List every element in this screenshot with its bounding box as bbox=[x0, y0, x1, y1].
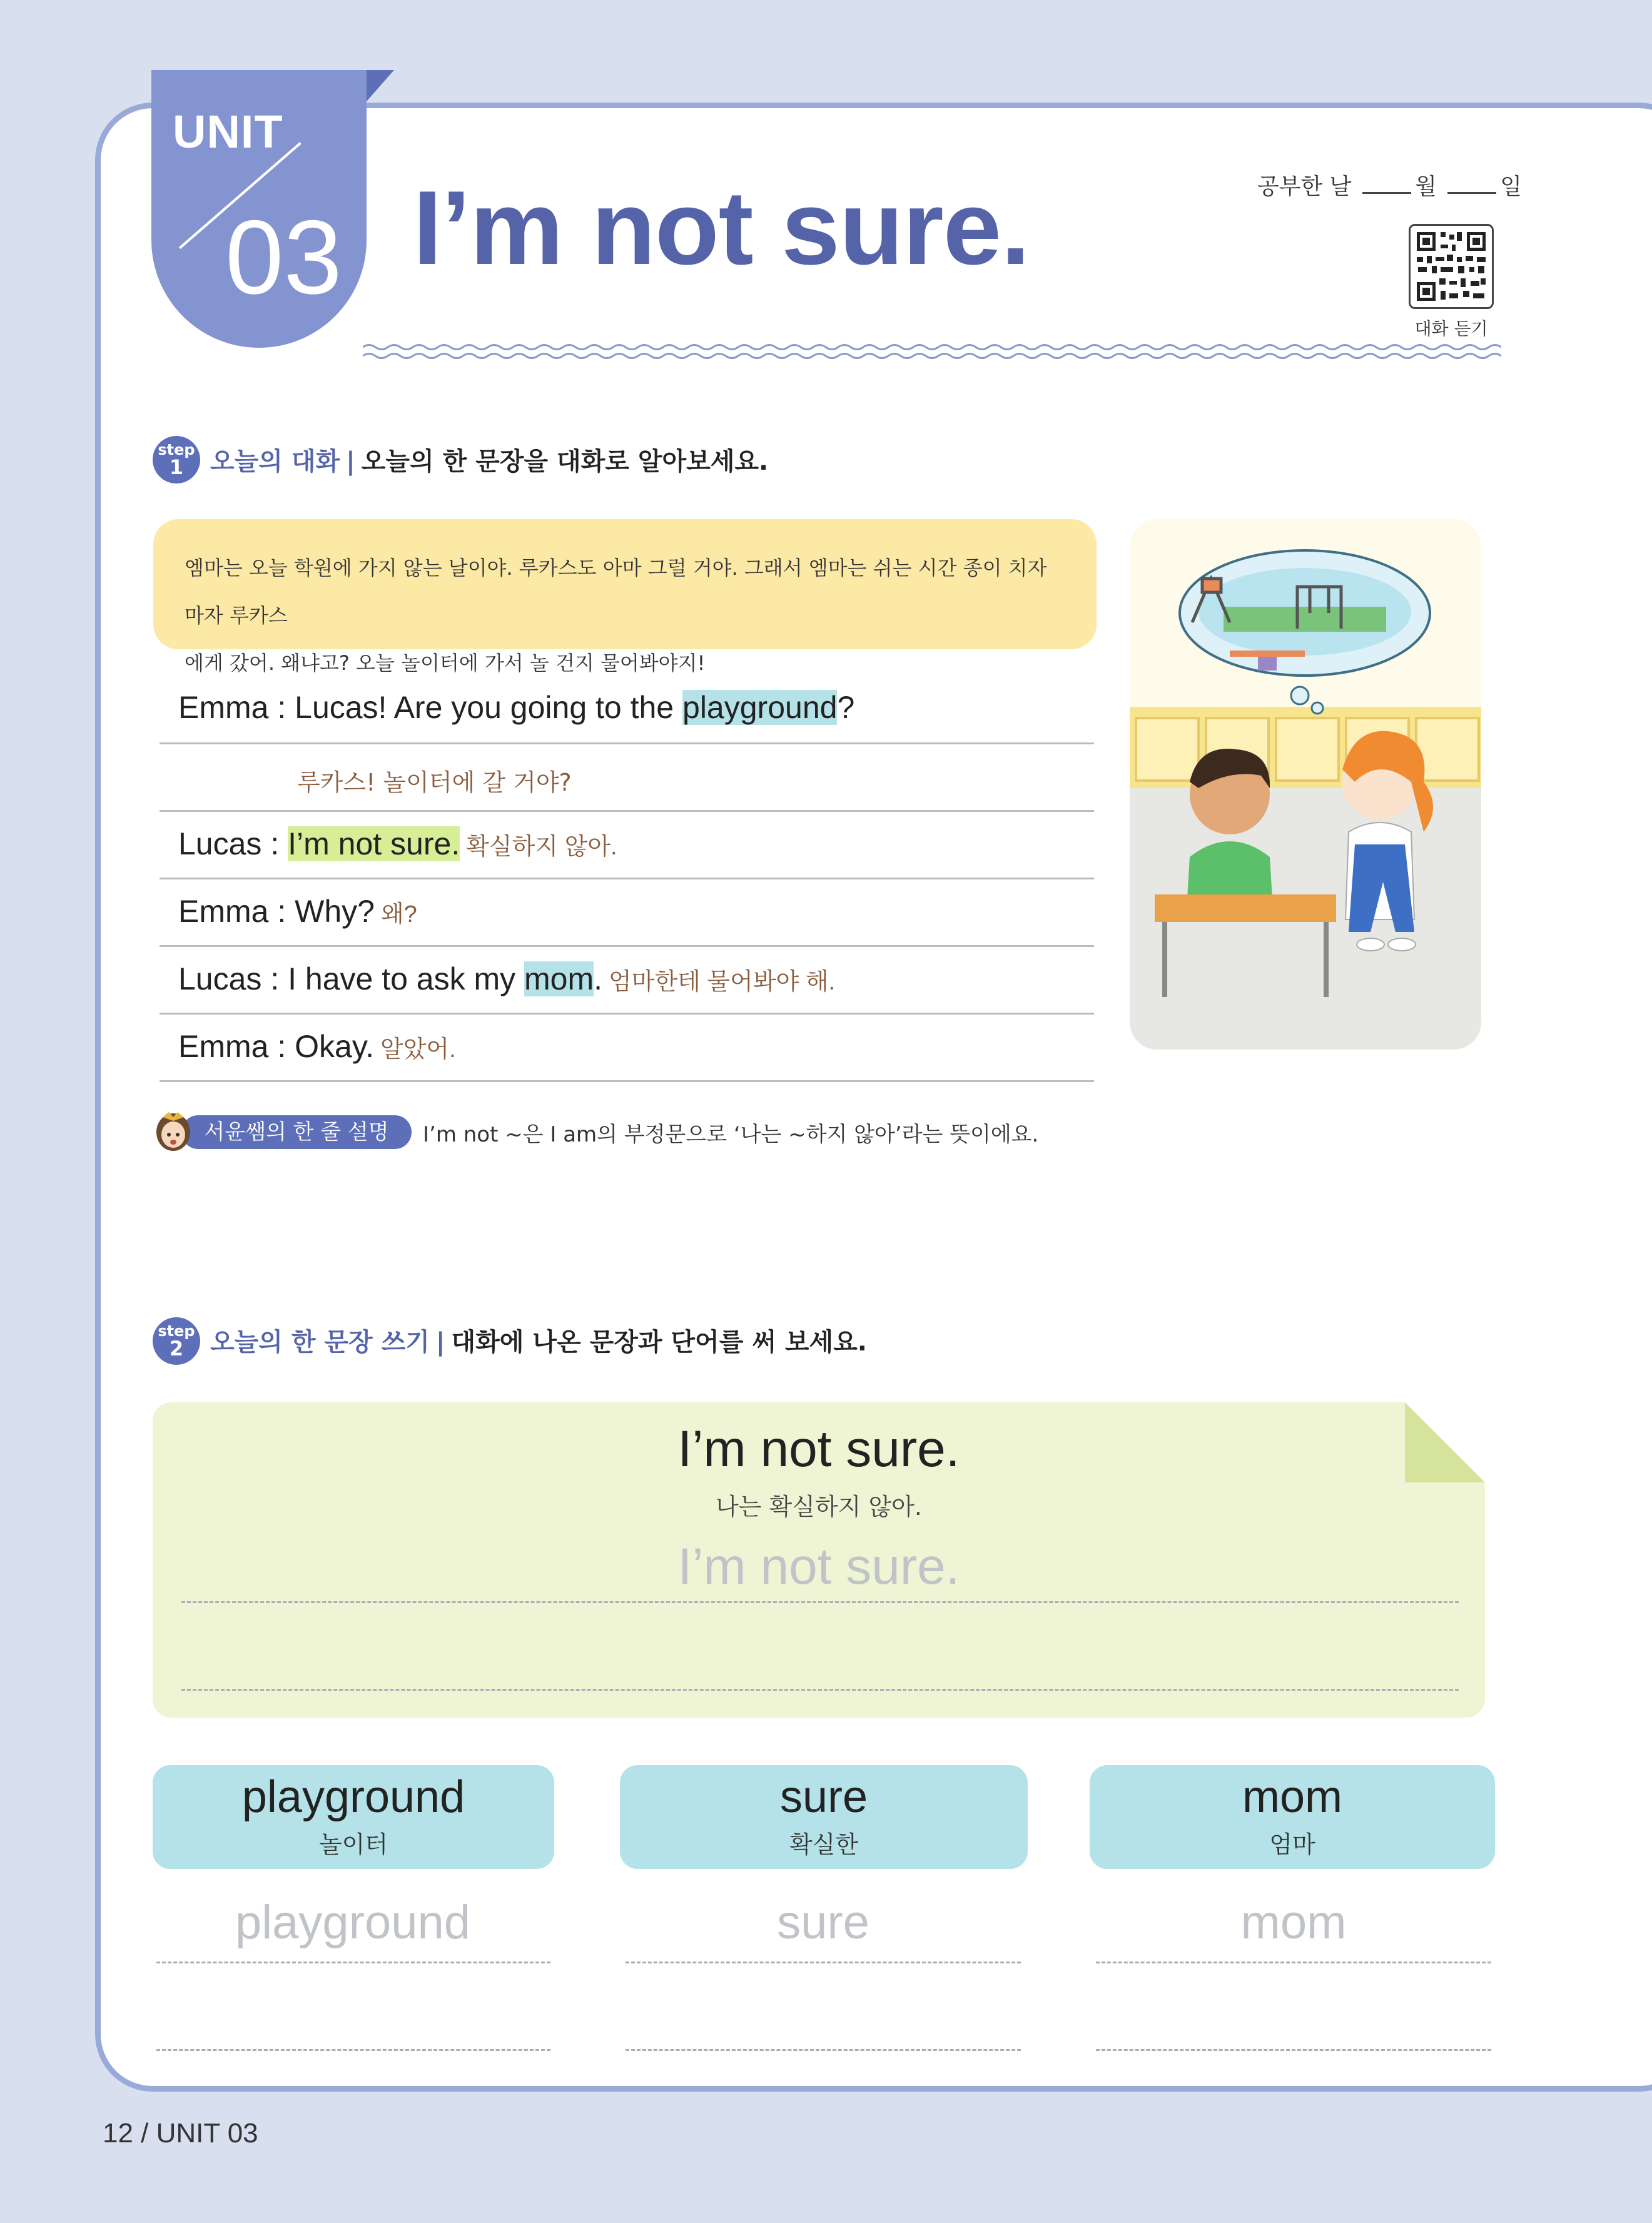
vocab-meaning: 엄마 bbox=[1269, 1830, 1315, 1858]
dialogue-line-4 bbox=[160, 947, 1094, 1015]
vocab-word: mom bbox=[1242, 1772, 1342, 1822]
vocab-trace-line[interactable] bbox=[156, 1962, 550, 1963]
step2-separator: | bbox=[435, 1328, 445, 1357]
vocab-card-playground bbox=[153, 1765, 554, 1869]
dialogue-text: ? bbox=[837, 690, 855, 725]
vocab-write-line[interactable] bbox=[156, 2049, 550, 2051]
vocab-word: playground bbox=[241, 1772, 465, 1822]
teacher-avatar-icon bbox=[154, 1108, 193, 1152]
vocab-card-mom bbox=[1090, 1765, 1495, 1869]
dialogue-text: Lucas : bbox=[178, 826, 288, 861]
step1-badge-number: 1 bbox=[169, 455, 184, 479]
dialogue-translation: 왜? bbox=[380, 901, 417, 928]
month-blank[interactable] bbox=[1362, 192, 1411, 194]
page-footer: 12 / UNIT 03 bbox=[103, 2118, 258, 2149]
qr-label: 대화 듣기 bbox=[1414, 318, 1488, 339]
vocab-meaning: 놀이터 bbox=[318, 1830, 388, 1858]
dialogue-line-3 bbox=[160, 879, 1094, 947]
wavy-divider bbox=[363, 341, 1501, 362]
step2-badge-number: 2 bbox=[169, 1337, 184, 1360]
dialogue-line-1 bbox=[160, 677, 1094, 744]
study-date bbox=[1257, 169, 1522, 201]
study-date-prefix: 공부한 날 bbox=[1257, 174, 1352, 200]
vocab-trace-mom: mom bbox=[1240, 1896, 1347, 1949]
vocab-trace-line[interactable] bbox=[1096, 1962, 1491, 1963]
study-date-month: 월 bbox=[1415, 174, 1437, 200]
vocab-trace-line[interactable] bbox=[626, 1962, 1021, 1963]
dialogue-line-2 bbox=[160, 812, 1094, 879]
dialogue-line-5 bbox=[160, 1015, 1094, 1082]
unit-number: 03 bbox=[225, 198, 342, 316]
highlight-word-playground: playground bbox=[682, 690, 838, 725]
vocab-write-line[interactable] bbox=[1096, 2049, 1491, 2051]
dialogue-text: Lucas : I have to ask my bbox=[178, 961, 525, 996]
dialogue-text: . bbox=[594, 961, 603, 996]
sentence-trace-line[interactable] bbox=[181, 1601, 1459, 1603]
situation-line-1: 엠마는 오늘 학원에 가지 않는 날이야. 루카스도 아마 그럴 거야. 그래서 엠마는 쉬는 시간 종이 치자마자 루카스 bbox=[185, 556, 1047, 627]
qr-code[interactable] bbox=[1409, 224, 1494, 309]
study-date-day: 일 bbox=[1500, 174, 1523, 200]
vocab-trace-sure: sure bbox=[777, 1896, 869, 1949]
dialogue-translation: 엄마한테 물어봐야 해. bbox=[609, 969, 836, 995]
situation-line-2: 에게 갔어. 왜냐고? 오늘 놀이터에 가서 놀 건지 물어봐야지! bbox=[185, 651, 706, 675]
vocab-trace-playground: playground bbox=[235, 1896, 471, 1949]
classroom-illustration bbox=[1130, 519, 1481, 1050]
situation-box bbox=[153, 519, 1097, 675]
page-title: I’m not sure. bbox=[413, 169, 1030, 286]
vocab-card-sure bbox=[620, 1765, 1028, 1869]
dialogue-translation: 루카스! 놀이터에 갈 거야? bbox=[297, 769, 572, 796]
vocab-meaning: 확실한 bbox=[789, 1830, 859, 1858]
target-sentence-translation: 나는 확실하지 않아. bbox=[716, 1493, 922, 1521]
step2-description: 대화에 나온 문장과 단어를 써 보세요. bbox=[451, 1328, 867, 1357]
step1-badge bbox=[153, 436, 200, 484]
step1-title: 오늘의 대화 bbox=[210, 447, 340, 476]
unit-word: UNIT bbox=[173, 106, 283, 158]
dialogue-text: Emma : Why? bbox=[178, 894, 375, 929]
target-sentence: I’m not sure. bbox=[677, 1420, 960, 1477]
step2-title: 오늘의 한 문장 쓰기 bbox=[210, 1328, 430, 1357]
tip-text: I’m not ~은 I am의 부정문으로 ‘나는 ~하지 않아’라는 뜻이에요. bbox=[423, 1122, 1039, 1147]
dialogue-translation: 확실하지 않아. bbox=[466, 834, 617, 860]
step1-badge-word: step bbox=[158, 441, 195, 458]
sentence-trace-text: I’m not sure. bbox=[677, 1538, 960, 1595]
dialogue-text: Emma : Lucas! Are you going to the bbox=[178, 690, 683, 725]
highlight-sentence: I’m not sure. bbox=[288, 826, 460, 861]
step2-badge bbox=[153, 1317, 200, 1365]
day-blank[interactable] bbox=[1447, 192, 1496, 194]
dialogue-translation: 알았어. bbox=[380, 1036, 456, 1063]
sentence-write-line[interactable] bbox=[181, 1689, 1459, 1691]
vocab-write-line[interactable] bbox=[626, 2049, 1021, 2051]
dialogue-translation-1 bbox=[160, 744, 1094, 812]
step1-heading bbox=[210, 442, 768, 477]
step2-heading bbox=[210, 1322, 867, 1358]
step1-separator: | bbox=[346, 447, 355, 476]
tip-label: 서윤쌤의 한 줄 설명 bbox=[181, 1115, 412, 1149]
unit-tab bbox=[151, 70, 367, 348]
step2-badge-word: step bbox=[158, 1322, 195, 1340]
highlight-word-mom: mom bbox=[524, 961, 594, 996]
vocab-word: sure bbox=[779, 1772, 868, 1822]
unit-tab-fold bbox=[367, 70, 394, 101]
step1-description: 오늘의 한 문장을 대화로 알아보세요. bbox=[361, 447, 769, 476]
dialogue-text: Emma : Okay. bbox=[178, 1029, 375, 1064]
